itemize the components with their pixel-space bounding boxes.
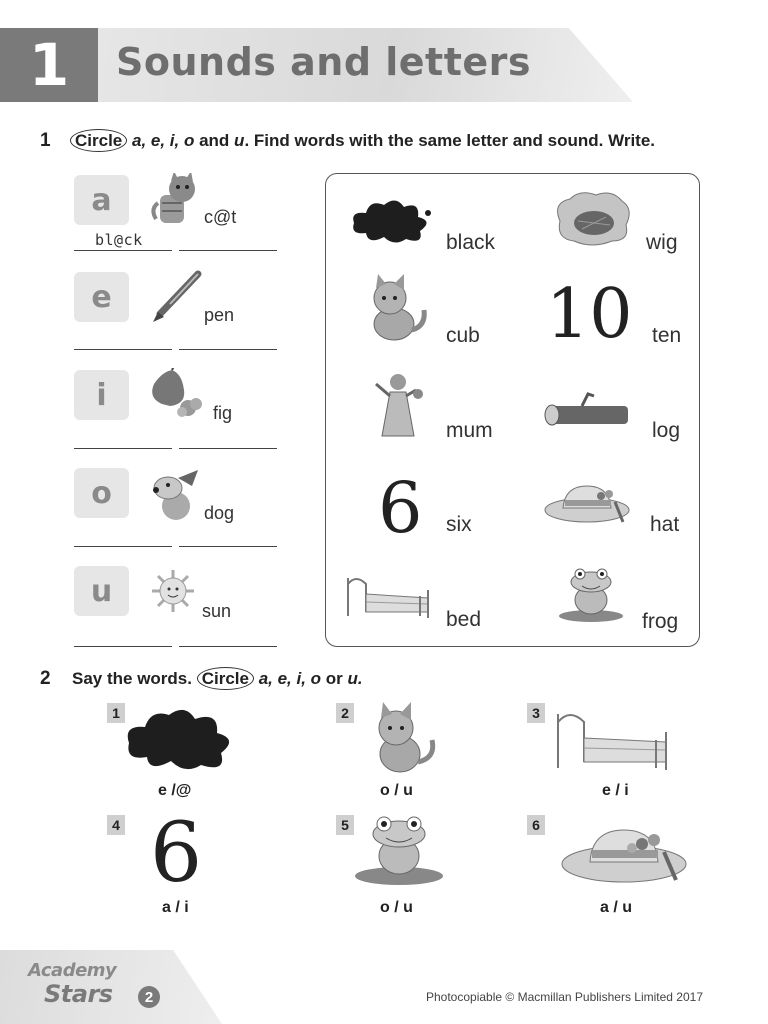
page-title: Sounds and letters [116, 40, 532, 84]
item-5-number: 5 [336, 815, 354, 835]
answer-line-e-2[interactable] [179, 349, 277, 350]
box-word-log: log [652, 419, 681, 442]
hat-icon-large [560, 818, 694, 888]
answer-line-o-2[interactable] [179, 546, 277, 547]
box-word-mum: mum [446, 419, 493, 442]
instruction-or: or [325, 669, 343, 688]
frog-icon-large [352, 814, 446, 886]
dog-icon [148, 468, 204, 524]
answer-line-o-1[interactable] [74, 546, 172, 547]
letter-box-e: e [74, 272, 129, 322]
item-1-number: 1 [107, 703, 125, 723]
wig-icon [552, 191, 632, 249]
box-word-cub: cub [446, 324, 480, 347]
bed-icon [344, 572, 434, 620]
circle-word-2: Circle [197, 667, 254, 690]
item-2-number: 2 [336, 703, 354, 723]
item-5-options[interactable]: o / u [380, 899, 413, 916]
item-4-options[interactable]: a / i [162, 899, 189, 916]
copyright-text: Photocopiable © Macmillan Publishers Limited 2017 [426, 990, 703, 1004]
item-1-options[interactable]: e /@ [158, 782, 192, 799]
exercise-1-instruction [70, 131, 655, 151]
box-word-frog: frog [642, 610, 679, 633]
numeral-10: 10 [546, 275, 633, 354]
item-4-number: 4 [107, 815, 125, 835]
box-word-wig: wig [646, 231, 678, 254]
item-6-number: 6 [527, 815, 545, 835]
answer-line-i-1[interactable] [74, 448, 172, 449]
exercise-2-number: 2 [40, 668, 51, 689]
mum-icon [372, 370, 428, 440]
answer-line-u-1[interactable] [74, 646, 172, 647]
exercise-2-instruction [72, 669, 363, 689]
box-word-black: black [446, 231, 496, 254]
hat-icon [543, 478, 635, 526]
box-word-ten: ten [652, 324, 682, 347]
ink-blot-icon-large [123, 703, 241, 775]
answer-line-e-1[interactable] [74, 349, 172, 350]
example-answer: bl@ck [95, 231, 143, 249]
instruction-pre: Say the words. [72, 669, 192, 688]
ink-blot-icon [348, 195, 436, 247]
frog-icon [556, 566, 626, 624]
instruction-rest: . Find words with the same letter and sound. Write. [244, 131, 656, 150]
item-3-options[interactable]: e / i [602, 782, 629, 799]
sun-icon [148, 568, 198, 614]
academy-stars-logo [22, 960, 172, 1016]
item-3-number: 3 [527, 703, 545, 723]
logo-line-1: Academy [28, 960, 117, 981]
logo-level-badge: 2 [138, 986, 160, 1008]
instruction-u: u [234, 131, 245, 150]
instruction-and: and [199, 131, 230, 150]
numeral-6: 6 [378, 467, 423, 549]
answer-line-a-1[interactable] [74, 250, 172, 251]
answer-line-i-2[interactable] [179, 448, 277, 449]
instruction-u-2: u. [347, 669, 363, 688]
word-cat: c@t [204, 207, 237, 227]
box-word-six: six [446, 513, 472, 536]
cat-icon [150, 173, 206, 227]
fig-icon [148, 368, 206, 420]
word-sun: sun [202, 601, 232, 621]
pen-icon [150, 268, 206, 324]
box-word-hat: hat [650, 513, 680, 536]
word-pen: pen [204, 305, 235, 325]
log-icon [542, 392, 630, 432]
bed-icon-large [552, 708, 674, 772]
letter-box-a: a [74, 175, 129, 225]
item-2-options[interactable]: o / u [380, 782, 413, 799]
circle-word: Circle [70, 129, 127, 152]
answer-line-u-2[interactable] [179, 646, 277, 647]
answer-line-a-2[interactable] [179, 250, 277, 251]
item-6-options[interactable]: a / u [600, 899, 633, 916]
cub-icon-large [366, 702, 438, 776]
instruction-letters: a, e, i, o [131, 131, 195, 150]
letter-box-i: i [74, 370, 129, 420]
letter-box-o: o [74, 468, 129, 518]
exercise-1-number: 1 [40, 130, 51, 151]
word-fig: fig [213, 403, 233, 423]
word-dog: dog [204, 503, 235, 523]
cub-icon [360, 274, 430, 344]
box-word-bed: bed [446, 608, 482, 631]
unit-number: 1 [0, 28, 98, 102]
instruction-letters-2: a, e, i, o [258, 669, 322, 688]
logo-line-2: Stars [44, 980, 113, 1008]
letter-box-u: u [74, 566, 129, 616]
numeral-6-large: 6 [150, 806, 203, 901]
